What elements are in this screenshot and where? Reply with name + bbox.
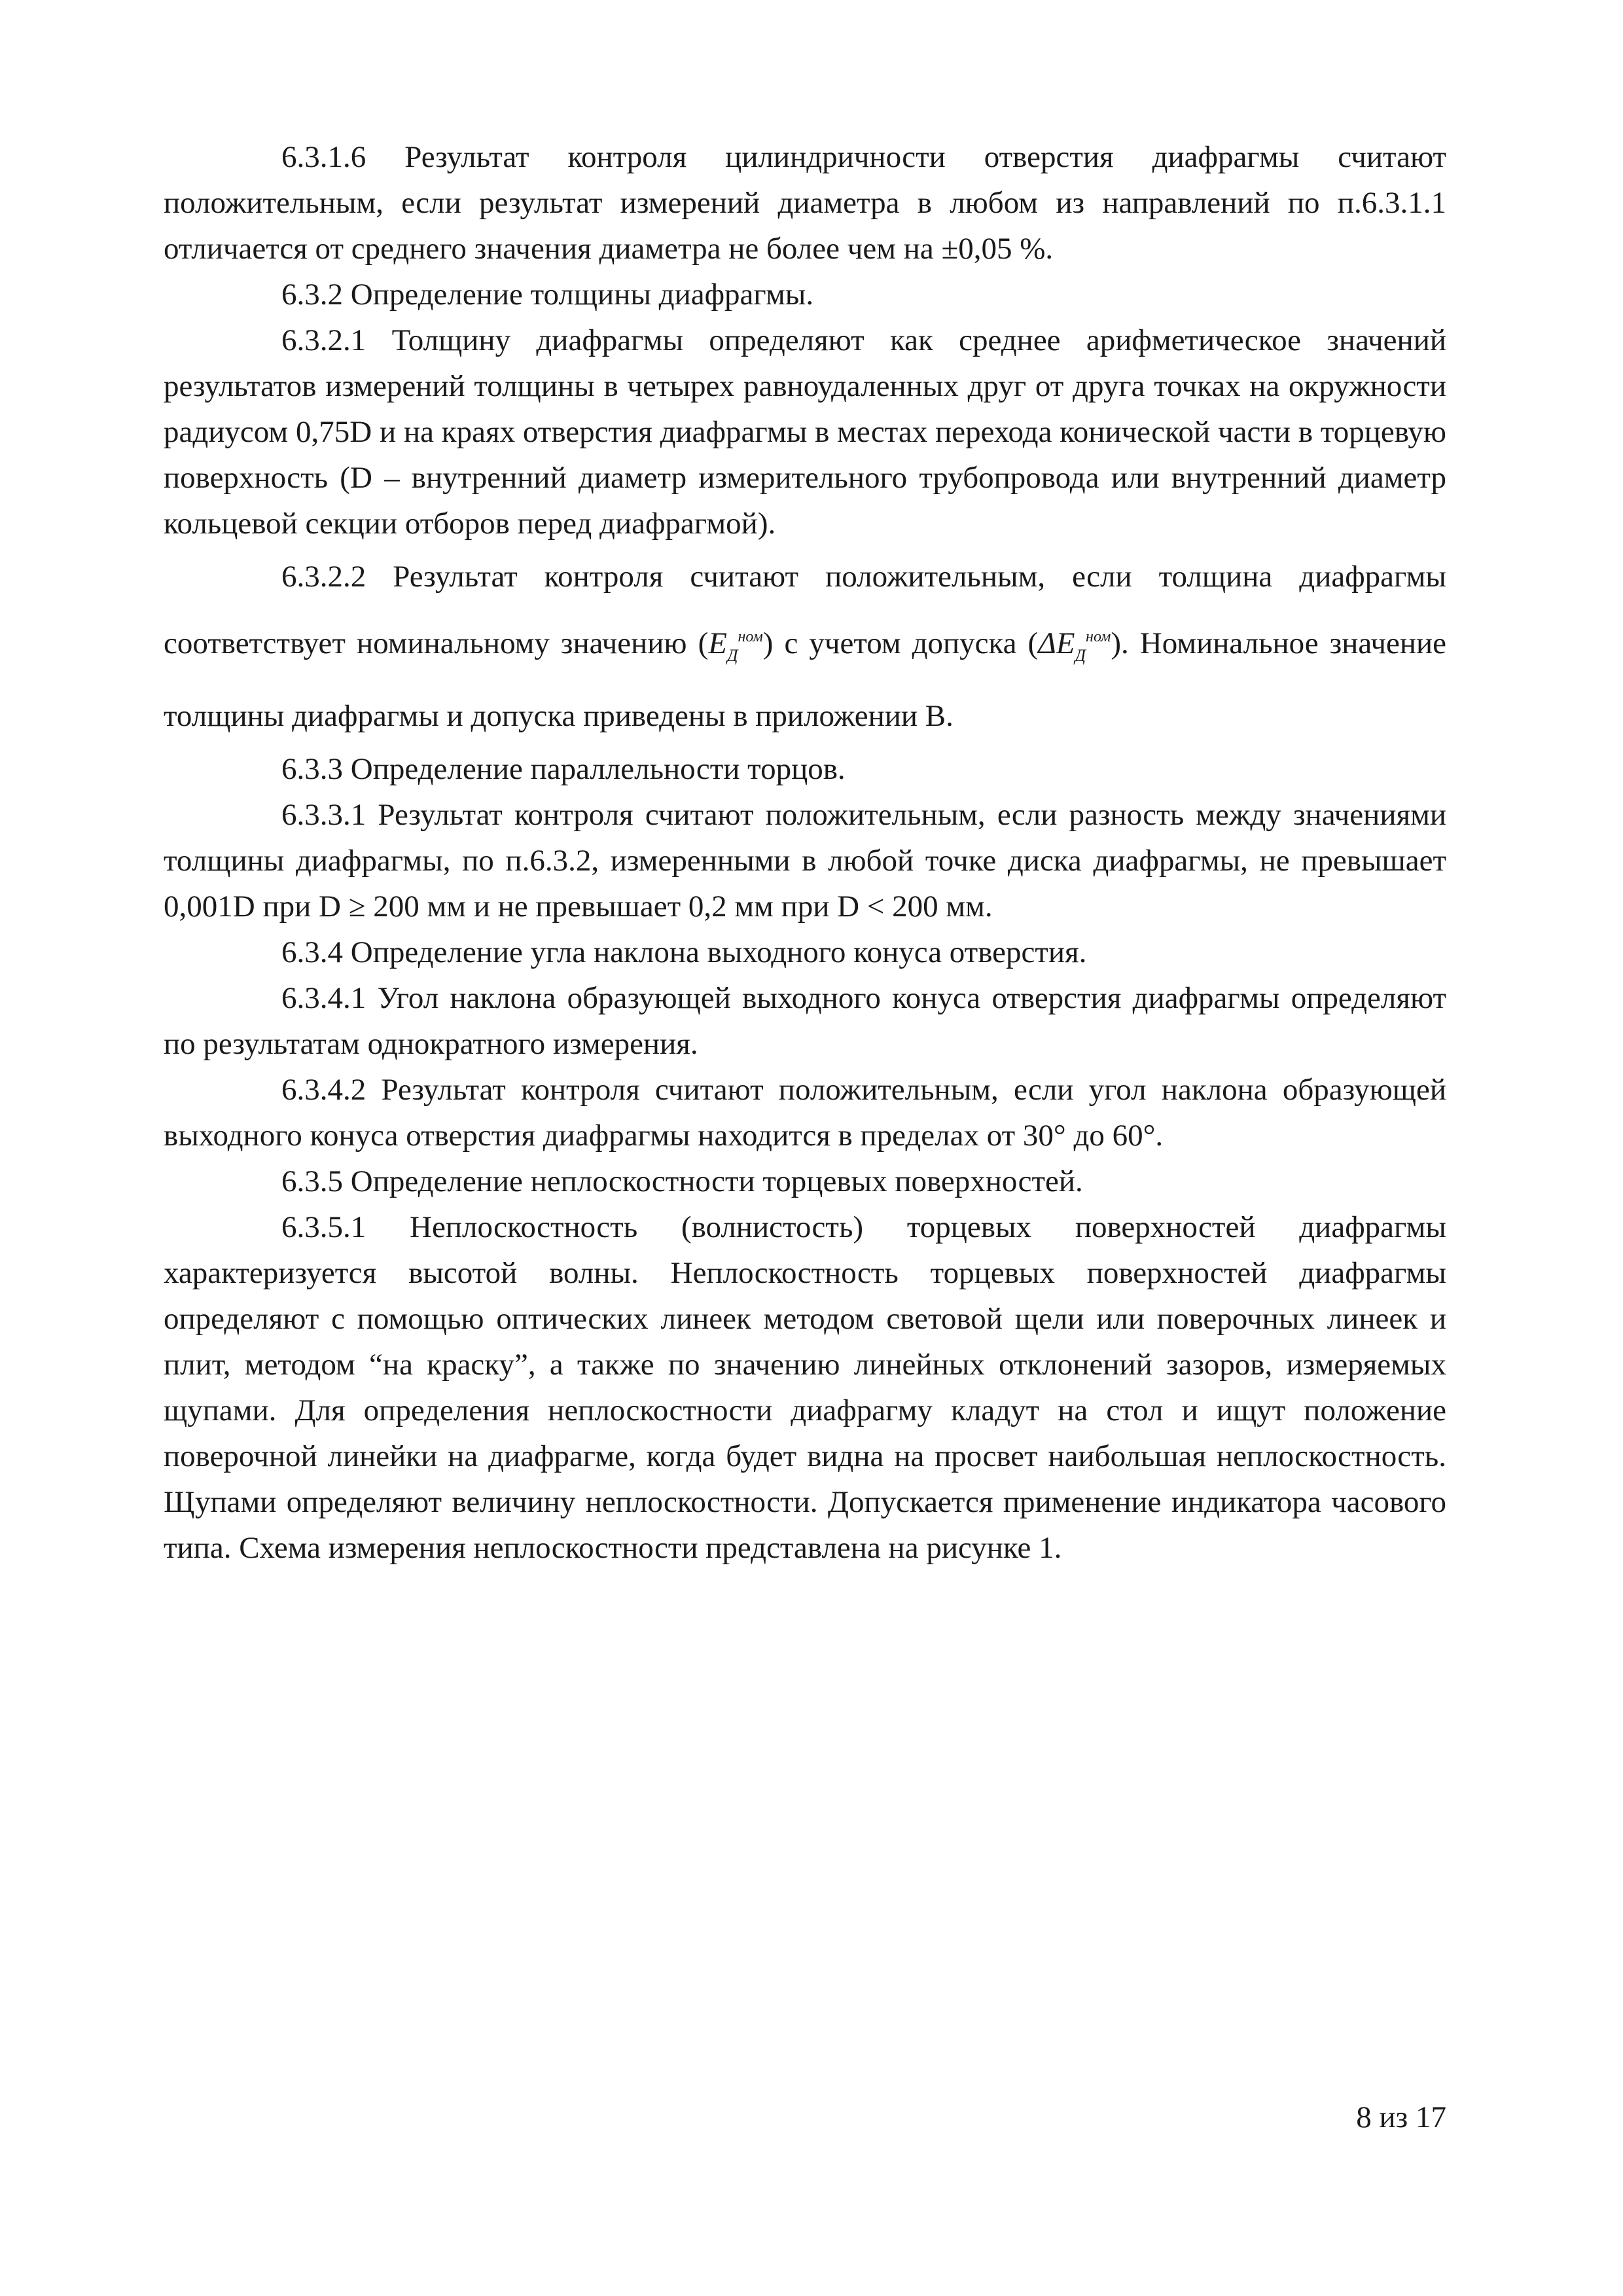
symbol-superscript: ном	[1086, 628, 1111, 645]
symbol-main: ΔE	[1038, 626, 1075, 660]
page-number: 8 из 17	[1356, 2100, 1446, 2134]
paragraph-text: ). Номинальное значение толщины диафрагмы и допуска приведены в приложении В.	[164, 626, 1446, 733]
symbol-subscript: Д	[1075, 646, 1086, 665]
paragraph-6-3-2-1: 6.3.2.1 Толщину диафрагмы определяют как среднее арифметическое значений результатов измерений толщины в четырех равноудаленных друг от друга точках на окружности радиусом 0,75D и на краях отверстия диафрагмы в местах перехода конической части в торцевую поверхность (D – внутренний диаметр измерительного трубопровода или внутренний диаметр кольцевой секции отборов перед диафрагмой).	[164, 323, 1446, 541]
paragraph-6-3-4: 6.3.4 Определение угла наклона выходного конуса отверстия.	[281, 935, 1087, 969]
paragraph-6-3-2-2	[164, 547, 1446, 746]
symbol-superscript: ном	[738, 628, 763, 645]
paragraph-6-3-3-1: 6.3.3.1 Результат контроля считают положительным, если разность между значениями толщины диафрагмы, по п.6.3.2, измеренными в любой точке диска диафрагмы, не превышает 0,001D при D ≥ 200 мм и не превышает 0,2 мм при D < 200 мм.	[164, 798, 1446, 924]
paragraph-6-3-4-2: 6.3.4.2 Результат контроля считают положительным, если угол наклона образующей выходного конуса отверстия диафрагмы находится в пределах от 30° до 60°.	[164, 1073, 1446, 1153]
paragraph-6-3-5-1: 6.3.5.1 Неплоскостность (волнистость) торцевых поверхностей диафрагмы характеризуется высотой волны. Неплоскостность торцевых поверхностей диафрагмы определяют с помощью оптических линеек методом световой щели или поверочных линеек и плит, методом “на краску”, а также по значению линейных отклонений зазоров, измеряемых щупами. Для определения неплоскостности диафрагму кладут на стол и ищут положение поверочной линейки на диафрагме, когда будет видна на просвет наибольшая неплоскостность. Щупами определяют величину неплоскостности. Допускается применение индикатора часового типа. Схема измерения неплоскостности представлена на рисунке 1.	[164, 1210, 1446, 1565]
paragraph-6-3-3: 6.3.3 Определение параллельности торцов.	[281, 752, 846, 786]
document-body	[164, 134, 1446, 1571]
nominal-thickness-symbol	[708, 626, 763, 665]
paragraph-text: ) с учетом допуска (	[762, 626, 1039, 660]
symbol-main: E	[708, 626, 727, 660]
paragraph-text: 6.3.2.2 Результат контроля считают положительным, если толщина диафрагмы соответствует номинальному значению (	[164, 560, 1446, 660]
paragraph-6-3-4-1: 6.3.4.1 Угол наклона образующей выходного конуса отверстия диафрагмы определяют по результатам однократного измерения.	[164, 981, 1446, 1061]
paragraph-6-3-5: 6.3.5 Определение неплоскостности торцевых поверхностей.	[281, 1164, 1083, 1198]
symbol-subscript: Д	[726, 646, 738, 665]
paragraph-6-3-1-6: 6.3.1.6 Результат контроля цилиндричности отверстия диафрагмы считают положительным, если результат измерений диаметра в любом из направлений по п.6.3.1.1 отличается от среднего значения диаметра не более чем на ±0,05 %.	[164, 140, 1446, 266]
tolerance-symbol	[1038, 626, 1111, 665]
paragraph-6-3-2: 6.3.2 Определение толщины диафрагмы.	[281, 278, 814, 312]
